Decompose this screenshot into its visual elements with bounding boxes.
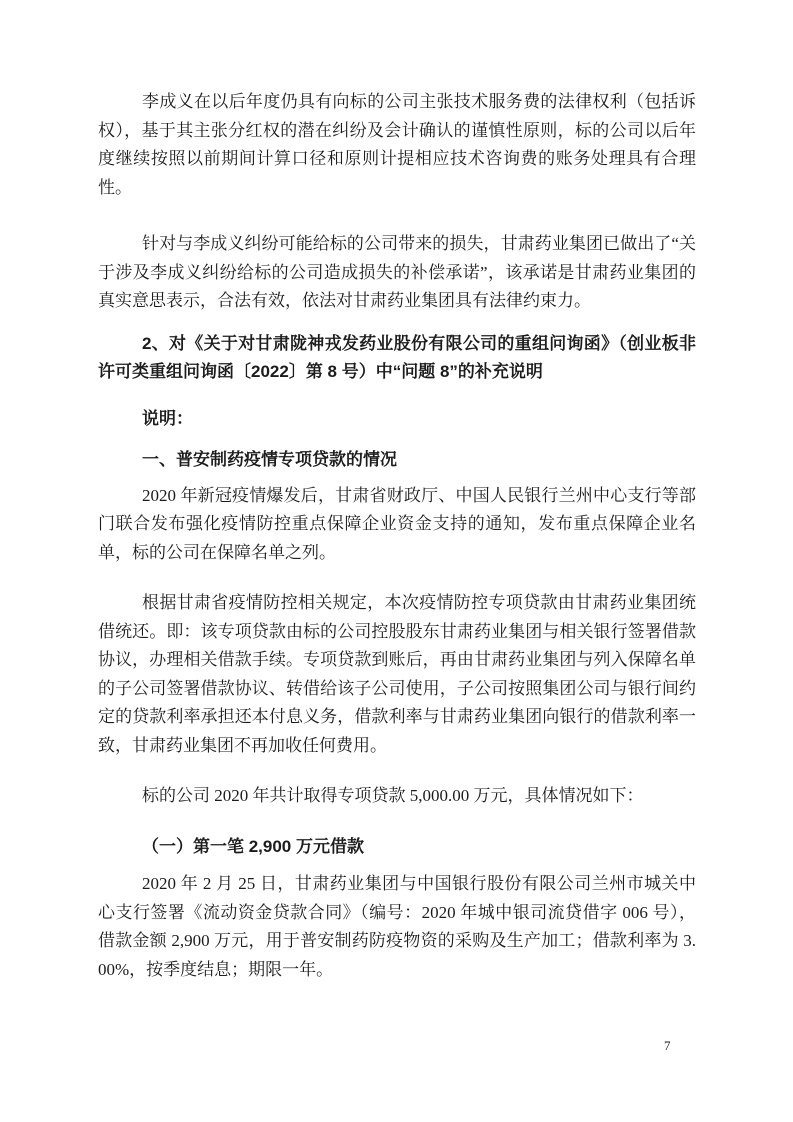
paragraph-loan-arrangement: 根据甘肃省疫情防控相关规定，本次疫情防控专项贷款由甘肃药业集团统借统还。即：该专项贷款由标的公司控股股东甘肃药业集团与相关银行签署借款协议，办理相关借款手续。专项贷款到账后，再由甘肃药业集团与列入保障名单的子公司签署借款协议、转借给该子公司使用，子公司按照集团公司与银行间约定的贷款利率承担还本付息义务，借款利率与甘肃药业集团向银行的借款利率一致，甘肃药业集团不再加收任何费用。 — [98, 593, 696, 755]
heading-section1-puan-special-loan: 一、普安制药疫情专项贷款的情况 — [142, 450, 397, 469]
paragraph-li-chengyi-rights: 李成义在以后年度仍具有向标的公司主张技术服务费的法律权利（包括诉权），基于其主张分红权的潜在纠纷及会计确认的谨慎性原则，标的公司以后年度继续按照以前期间计算口径和原则计提相应技术咨询费的账务处理具有合理性。 — [98, 92, 696, 197]
heading-explanation-label: 说明： — [142, 408, 193, 428]
paragraph-total-special-loan: 标的公司 2020 年共计取得专项贷款 5,000.00 万元，具体情况如下： — [142, 786, 644, 805]
paragraph-compensation-commitment: 针对与李成义纠纷可能给标的公司带来的损失，甘肃药业集团已做出了“关于涉及李成义纠纷给标的公司造成损失的补偿承诺”，该承诺是甘肃药业集团的真实意思表示，合法有效，依法对甘肃药业集团具有法律约束力。 — [98, 234, 696, 310]
heading-inquiry-letter-question8: 2、对《关于对甘肃陇神戎发药业股份有限公司的重组问询函》（创业板非许可类重组问询函〔2022〕第 8 号）中“问题 8”的补充说明 — [98, 333, 696, 381]
paragraph-covid-support-notice: 2020 年新冠疫情爆发后，甘肃省财政厅、中国人民银行兰州中心支行等部门联合发布强化疫情防控重点保障企业资金支持的通知，发布重点保障企业名单，标的公司在保障名单之列。 — [98, 485, 696, 562]
paragraph-first-loan-details: 2020 年 2 月 25 日，甘肃药业集团与中国银行股份有限公司兰州市城关中心支行签署《流动资金贷款合同》（编号：2020 年城中银司流贷借字 006 号），借款金额 2,900 万元，用于普安制药防疫物资的采购及生产加工；借款利率为 3.00%，按季度结息；期限一年。 — [98, 874, 696, 979]
heading-first-loan-2900: （一）第一笔 2,900 万元借款 — [142, 836, 364, 856]
page-number: 7 — [664, 1038, 671, 1053]
